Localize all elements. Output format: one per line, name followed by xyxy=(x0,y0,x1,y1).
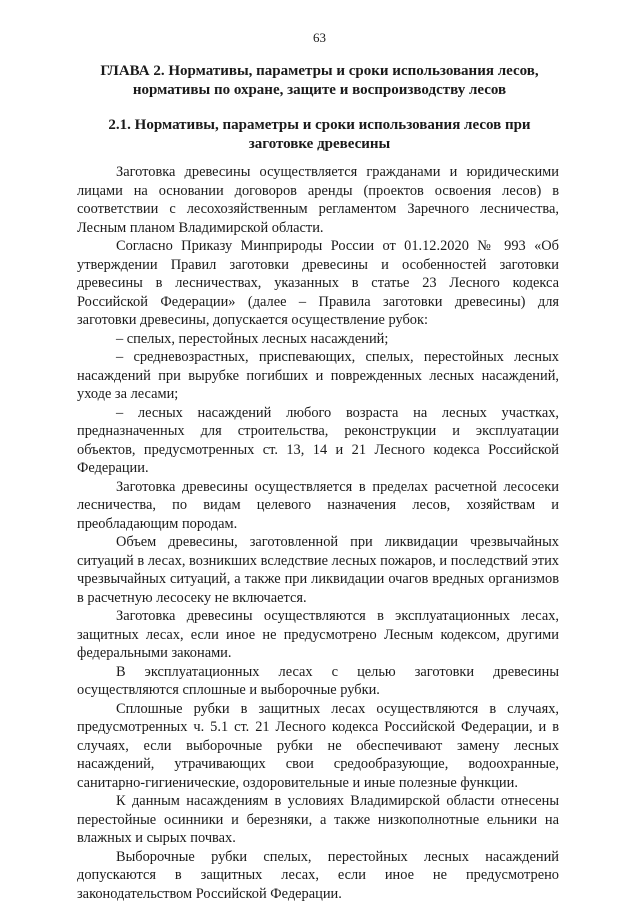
chapter-title: ГЛАВА 2. Нормативы, параметры и сроки использования лесов, нормативы по охране, защите и воспроизводству лесов xyxy=(100,63,539,98)
list-item: – спелых, перестойных лесных насаждений; xyxy=(116,330,389,347)
document-body xyxy=(77,163,559,903)
page-number: 63 xyxy=(313,30,326,45)
paragraph-cutting-types: В эксплуатационных лесах с целью заготовки древесины осуществляются сплошные и выборочные рубки. xyxy=(77,663,559,698)
list-item: – лесных насаждений любого возраста на лесных участках, предназначенных для строительства, реконструкции и эксплуатации объектов, предусмотренных ст. 13, 14 и 21 Лесного кодекса Российской Федерации. xyxy=(77,404,559,476)
section-title: 2.1. Нормативы, параметры и сроки использования лесов при заготовке древесины xyxy=(108,117,531,152)
list-item: – средневозрастных, приспевающих, спелых, перестойных лесных насаждений при вырубке погибших и поврежденных лесных насаждений, уходе за лесами; xyxy=(77,349,559,402)
paragraph-allowable-cut: Заготовка древесины осуществляется в пределах расчетной лесосеки лесничества, по видам целевого назначения лесов, хозяйствам и преобладающим породам. xyxy=(77,478,559,532)
paragraph-emergency-volume: Объем древесины, заготовленной при ликвидации чрезвычайных ситуаций в лесах, возникших вследствие лесных пожаров, и последствий этих чрезвычайных ситуаций, а также при ликвидации очагов вредных организмов в расчетную лесосеку не включается. xyxy=(77,534,559,606)
paragraph-logging-basis: Заготовка древесины осуществляется гражданами и юридическими лицами на основании договоров аренды (проектов освоения лесов) в соответствии с лесохозяйственным регламентом Заречного лесничества, Лесным планом Владимирской области. xyxy=(77,164,559,236)
paragraph-vladimir-stands: К данным насаждениям в условиях Владимирской области отнесены перестойные осинники и березняки, а также низкополнотные ельники на влажных и сырых почвах. xyxy=(77,793,559,846)
paragraph-clear-cutting: Сплошные рубки в защитных лесах осуществляются в случаях, предусмотренных ч. 5.1 ст. 21 Лесного кодекса Российской Федерации, и в случаях, если выборочные рубки не обеспечивают замену лесных насаждений, утрачивающих свои средообразующие, водоохранные, санитарно-гигиенические, оздоровительные и иные полезные функции. xyxy=(77,700,559,791)
paragraph-exploitation-forests: Заготовка древесины осуществляются в эксплуатационных лесах, защитных лесах, если иное не предусмотрено Лесным кодексом, другими федеральными законами. xyxy=(77,608,559,661)
paragraph-order-993: Согласно Приказу Минприроды России от 01.12.2020 № 993 «Об утверждении Правил заготовки древесины и особенностей заготовки древесины в лесничествах, указанных в статье 23 Лесного кодекса Российской Федерации» (далее – Правила заготовки древесины) для заготовки древесины, допускается осуществление рубок: xyxy=(77,238,559,328)
paragraph-selective-cutting: Выборочные рубки спелых, перестойных лесных насаждений допускаются в защитных лесах, если иное не предусмотрено законодательством Российской Федерации. xyxy=(77,848,559,902)
